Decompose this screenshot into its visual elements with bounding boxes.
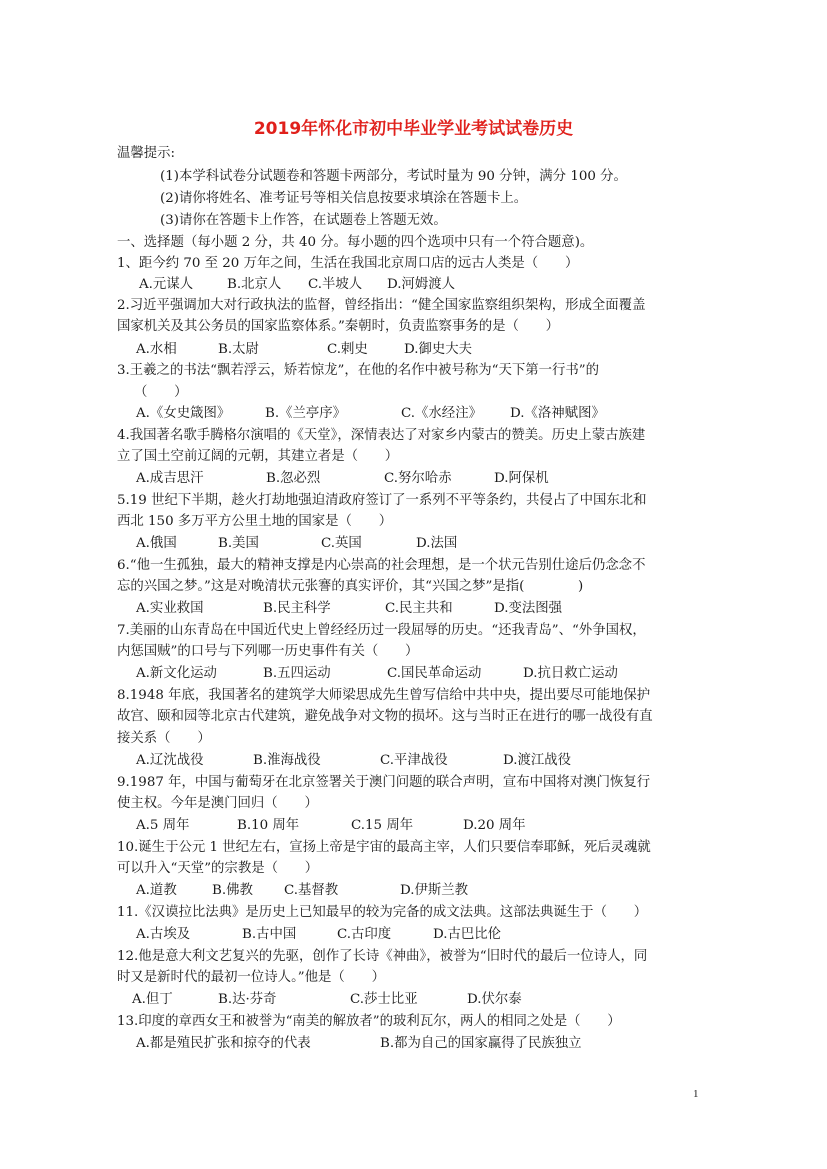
question-stem: 可以升入“天堂”的宗教是（ ） <box>117 861 319 876</box>
option-a: A.俄国 <box>136 536 177 551</box>
question-stem: 9.1987 年，中国与葡萄牙在北京签署关于澳门问题的联合声明，宣布中国将对澳门恢复行 <box>117 775 651 790</box>
option-c: C.剌史 <box>327 342 368 357</box>
option-a: A.水相 <box>136 342 177 357</box>
option-c: C.15 周年 <box>351 818 414 833</box>
question-stem: 故宫、颐和园等北京古代建筑，避免战争对文物的损坏。这与当时正在进行的哪一战役有直 <box>117 709 653 724</box>
option-d: D.法国 <box>416 536 458 551</box>
option-a: A.新文化运动 <box>136 666 217 681</box>
question-stem: 内惩国贼”的口号与下列哪一历史事件有关（ ） <box>117 644 419 659</box>
question-stem: 5.19 世纪下半期，趁火打劫地强迫清政府签订了一系列不平等条约，共侵占了中国东北和 <box>117 493 647 508</box>
option-c: C.努尔哈赤 <box>384 471 452 486</box>
question-stem: 12.他是意大利文艺复兴的先驱，创作了长诗《神曲》，被誉为“旧时代的最后一位诗人，同 <box>117 949 648 964</box>
option-c: C.英国 <box>321 536 362 551</box>
option-b: B.淮海战役 <box>253 753 321 768</box>
option-d: D.变法图强 <box>494 601 563 616</box>
question-stem: （ ） <box>134 385 188 400</box>
option-c: C.基督教 <box>284 883 339 898</box>
question-stem: 忘的兴国之梦。”这是对晚清状元张謇的真实评价，其“兴国之梦”是指( ) <box>117 579 584 594</box>
option-b: B.古中国 <box>242 927 297 942</box>
option-b: B.民主科学 <box>263 601 331 616</box>
option-c: C.半坡人 <box>308 277 363 292</box>
exam-title: 2019年怀化市初中毕业学业考试试卷历史 <box>253 119 574 139</box>
option-b: B.太尉 <box>218 342 259 357</box>
option-c: C.莎士比亚 <box>350 992 418 1007</box>
option-a: A.元谋人 <box>139 277 194 292</box>
option-d: D.古巴比伦 <box>433 927 502 942</box>
option-c: C.《水经注》 <box>401 406 482 421</box>
option-d: D.20 周年 <box>463 818 526 833</box>
option-a: A.成吉思汗 <box>136 471 204 486</box>
tip-item: (1)本学科试卷分试题卷和答题卡两部分，考试时量为 90 分钟，满分 100 分。 <box>160 169 627 184</box>
question-stem: 13.印度的章西女王和被誉为“南美的解放者”的玻利瓦尔，两人的相同之处是（ ） <box>117 1014 621 1029</box>
question-stem: 4.我国著名歌手腾格尔演唱的《天堂》，深情表达了对家乡内蒙古的赞美。历史上蒙古族建 <box>117 428 646 443</box>
option-d: D.阿保机 <box>494 471 549 486</box>
question-stem: 时又是新时代的最初一位诗人。”他是（ ） <box>117 970 385 985</box>
option-a: A.《女史箴图》 <box>136 406 231 421</box>
option-b: B.佛教 <box>212 883 253 898</box>
section-heading: 一、选择题（每小题 2 分，共 40 分。每小题的四个选项中只有一个符合题意)。 <box>117 235 594 250</box>
option-b: B.忽必烈 <box>266 471 321 486</box>
question-stem: 立了国土空前辽阔的元朝，其建立者是（ ） <box>117 449 399 464</box>
tip-item: (2)请你将姓名、准考证号等相关信息按要求填涂在答题卡上。 <box>160 191 528 206</box>
option-b: B.美国 <box>218 536 259 551</box>
option-b: B.都为自己的国家赢得了民族独立 <box>380 1036 582 1051</box>
option-c: C.平津战役 <box>380 753 448 768</box>
option-b: B.北京人 <box>227 277 282 292</box>
tip-item: (3)请你在答题卡上作答，在试题卷上答题无效。 <box>160 213 447 228</box>
option-b: B.10 周年 <box>237 818 300 833</box>
option-d: D.河姆渡人 <box>387 277 456 292</box>
option-d: D.渡江战役 <box>503 753 572 768</box>
option-b: B.达·芬奇 <box>218 992 277 1007</box>
option-c: C.国民革命运动 <box>387 666 482 681</box>
question-stem: 3.王羲之的书法“飘若浮云，矫若惊龙”，在他的名作中被号称为“天下第一行书”的 <box>117 363 600 378</box>
option-d: D.抗日救亡运动 <box>523 666 618 681</box>
option-a: A.道教 <box>136 883 177 898</box>
question-stem: 11.《汉谟拉比法典》是历史上已知最早的较为完备的成文法典。这部法典诞生于（ ） <box>117 905 648 920</box>
question-stem: 8.1948 年底，我国著名的建筑学大师梁思成先生曾写信给中共中央，提出要尽可能地保护 <box>117 688 651 703</box>
question-stem: 接关系（ ） <box>117 731 211 746</box>
option-b: B.《兰亭序》 <box>265 406 347 421</box>
option-d: D.伊斯兰教 <box>400 883 469 898</box>
option-a: A.5 周年 <box>136 818 190 833</box>
option-a: A.实业救国 <box>136 601 204 616</box>
question-stem: 西北 150 多万平方公里土地的国家是（ ） <box>117 514 393 529</box>
option-a: A.都是殖民扩张和掠夺的代表 <box>136 1036 311 1051</box>
tips-heading: 温馨提示: <box>117 146 176 161</box>
option-b: B.五四运动 <box>263 666 331 681</box>
question-stem: 使主权。今年是澳门回归（ ） <box>117 796 318 811</box>
option-d: D.《洛神赋图》 <box>510 406 605 421</box>
question-stem: 国家机关及其公务员的国家监察体系。”秦朝时，负责监察事务的是（ ） <box>117 319 560 334</box>
option-d: D.御史大夫 <box>404 342 473 357</box>
question-stem: 2.习近平强调加大对行政执法的监督，曾经指出：“健全国家监察组织架构，形成全面覆盖 <box>117 298 646 313</box>
option-d: D.伏尔泰 <box>467 992 522 1007</box>
option-a: A.辽沈战役 <box>136 753 204 768</box>
option-c: C.民主共和 <box>385 601 453 616</box>
question-stem: 1、距今约 70 至 20 万年之间，生活在我国北京周口店的远古人类是（ ） <box>117 256 579 271</box>
page-number: 1 <box>693 1088 699 1100</box>
question-stem: 7.美丽的山东青岛在中国近代史上曾经经历过一段屈辱的历史。“还我青岛”、“外争国权， <box>117 623 646 638</box>
question-stem: 10.诞生于公元 1 世纪左右，宣扬上帝是宇宙的最高主宰，人们只要信奉耶稣，死后灵魂就 <box>117 840 651 855</box>
question-stem: 6.“他一生孤独，最大的精神支撑是内心崇高的社会理想，是一个状元告别仕途后仍念念不 <box>117 558 646 573</box>
option-a: A.古埃及 <box>136 927 191 942</box>
option-a: A.但丁 <box>132 992 173 1007</box>
option-c: C.古印度 <box>337 927 392 942</box>
